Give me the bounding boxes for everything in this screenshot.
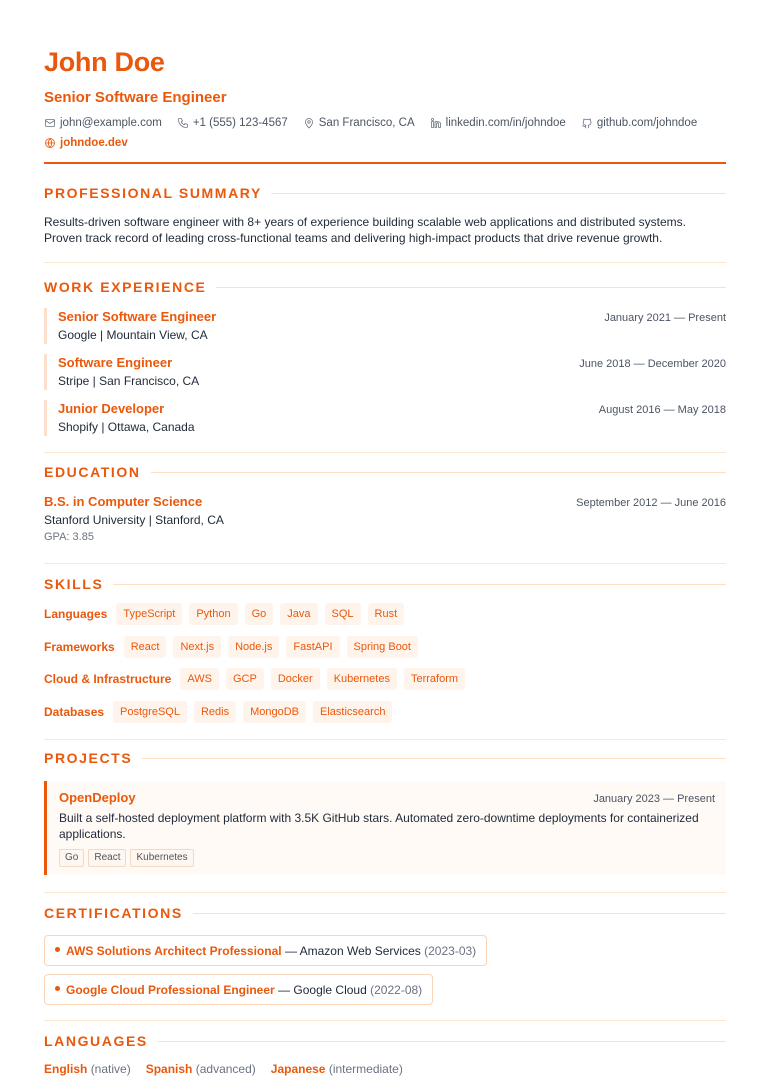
job-title: Senior Software Engineer (58, 309, 217, 324)
education-entry (44, 493, 726, 545)
certification-separator: — (284, 943, 297, 958)
job-dates: January 2021 — Present (604, 312, 726, 324)
project-dates: January 2023 — Present (593, 793, 715, 805)
skill-category: Cloud & Infrastructure (44, 672, 172, 686)
certification-item (44, 974, 433, 1005)
experience-list (44, 308, 726, 436)
language-name: Spanish (145, 1062, 193, 1076)
bullet-icon (55, 947, 60, 952)
github-icon (581, 117, 593, 129)
job-title: Software Engineer (58, 355, 173, 370)
tech-tag: React (88, 849, 126, 867)
job-dates: August 2016 — May 2018 (598, 404, 726, 416)
skill-category: Languages (44, 607, 108, 621)
contact-website-text: johndoe.dev (60, 137, 128, 149)
contact-location (303, 116, 415, 130)
skill-chip: Java (280, 603, 317, 625)
tech-tag: Go (59, 849, 84, 867)
skill-category: Frameworks (44, 639, 115, 654)
experience-section (44, 263, 726, 453)
project-name: OpenDeploy (59, 790, 136, 805)
language-level: (advanced) (195, 1062, 256, 1076)
experience-entry (44, 400, 726, 436)
section-title: LANGUAGES (44, 1032, 726, 1050)
gpa: GPA: 3.85 (44, 531, 94, 543)
language-name: English (44, 1062, 88, 1076)
job-company: Stripe | San Francisco, CA (58, 374, 200, 388)
skill-chip: Elasticsearch (313, 701, 392, 723)
contact-linkedin[interactable] (430, 116, 566, 130)
certification-name: AWS Solutions Architect Professional (66, 943, 282, 958)
language-item (271, 1062, 403, 1076)
certification-item (44, 935, 487, 966)
skill-chip: AWS (180, 668, 219, 690)
skill-chip: Python (189, 603, 237, 625)
contact-phone-text: +1 (555) 123-4567 (192, 117, 288, 129)
job-dates: June 2018 — December 2020 (579, 358, 726, 370)
skill-chip: SQL (325, 603, 361, 625)
skill-row (44, 668, 726, 690)
contact-linkedin-text: linkedin.com/in/johndoe (445, 117, 566, 129)
bullet-icon (55, 986, 60, 991)
globe-icon (44, 137, 56, 149)
education-section (44, 453, 726, 564)
skill-category: Databases (44, 704, 105, 719)
contact-list (44, 116, 726, 150)
skill-row (44, 701, 726, 723)
phone-icon (177, 117, 189, 129)
language-item (44, 1062, 131, 1076)
section-title: WORK EXPERIENCE (44, 278, 726, 296)
job-title: Junior Developer (58, 401, 165, 416)
section-title: PROFESSIONAL SUMMARY (44, 184, 726, 202)
language-level: (intermediate) (328, 1062, 403, 1076)
skill-chip: Node.js (228, 636, 279, 658)
certification-issuer: Google Cloud (293, 982, 367, 997)
skill-chip: Redis (194, 701, 236, 723)
language-name: Japanese (270, 1062, 326, 1076)
section-title: SKILLS (44, 575, 726, 593)
experience-entry (44, 354, 726, 390)
contact-github-text: github.com/johndoe (596, 117, 698, 129)
contact-website[interactable] (44, 136, 726, 150)
skill-chip: Kubernetes (327, 668, 397, 690)
certification-date: (2022-08) (370, 982, 423, 997)
education-dates: September 2012 — June 2016 (576, 497, 726, 509)
contact-email[interactable] (44, 116, 162, 130)
projects-section (44, 740, 726, 893)
section-title: EDUCATION (44, 463, 726, 481)
degree: B.S. in Computer Science (44, 494, 203, 509)
skill-row (44, 603, 726, 625)
skill-chip: Next.js (173, 636, 221, 658)
project-card (44, 781, 726, 875)
linkedin-icon (430, 117, 442, 129)
skill-chip: PostgreSQL (113, 701, 187, 723)
certifications-section (44, 893, 726, 1021)
location-icon (303, 117, 315, 129)
tech-tag: Kubernetes (130, 849, 193, 867)
skill-chip: Go (245, 603, 274, 625)
skills-list (44, 603, 726, 723)
experience-entry (44, 308, 726, 344)
skill-chip: Rust (368, 603, 405, 625)
summary-text: Results-driven software engineer with 8+ years of experience building scalable web applications and distributed systems. Proven track record of leading cross-functional teams and delivering high-impact products that drive revenue growth. (44, 215, 687, 245)
section-title: PROJECTS (44, 749, 726, 767)
resume-header (44, 44, 726, 164)
language-list (44, 1062, 726, 1076)
contact-phone[interactable] (177, 116, 288, 130)
mail-icon (44, 117, 56, 129)
languages-section (44, 1021, 726, 1076)
job-company: Shopify | Ottawa, Canada (58, 420, 195, 434)
contact-location-text: San Francisco, CA (318, 117, 415, 129)
project-tech-list (59, 849, 715, 867)
skill-chip: GCP (226, 668, 264, 690)
contact-github[interactable] (581, 116, 697, 130)
certification-list (44, 935, 726, 1005)
certification-issuer: Amazon Web Services (299, 943, 421, 958)
summary-section (44, 164, 726, 263)
skill-chip: Spring Boot (347, 636, 418, 658)
school: Stanford University | Stanford, CA (44, 513, 224, 527)
section-title: CERTIFICATIONS (44, 904, 726, 922)
candidate-name: John Doe (44, 47, 165, 77)
skill-chip: Terraform (404, 668, 465, 690)
project-description: Built a self-hosted deployment platform with 3.5K GitHub stars. Automated zero-downtime deployments for containerized applications. (59, 811, 699, 841)
skill-chip: TypeScript (116, 603, 182, 625)
certification-date: (2023-03) (424, 943, 477, 958)
skill-chip: Docker (271, 668, 320, 690)
certification-separator: — (278, 982, 291, 997)
language-item (146, 1062, 256, 1076)
job-company: Google | Mountain View, CA (58, 328, 208, 342)
skills-section (44, 564, 726, 740)
skill-chip: React (124, 636, 167, 658)
skill-chip: MongoDB (243, 701, 306, 723)
skill-row (44, 636, 726, 658)
language-level: (native) (90, 1062, 131, 1076)
contact-email-text: john@example.com (60, 117, 162, 129)
skill-chip: FastAPI (286, 636, 339, 658)
candidate-headline: Senior Software Engineer (44, 89, 227, 106)
certification-name: Google Cloud Professional Engineer (66, 982, 275, 997)
